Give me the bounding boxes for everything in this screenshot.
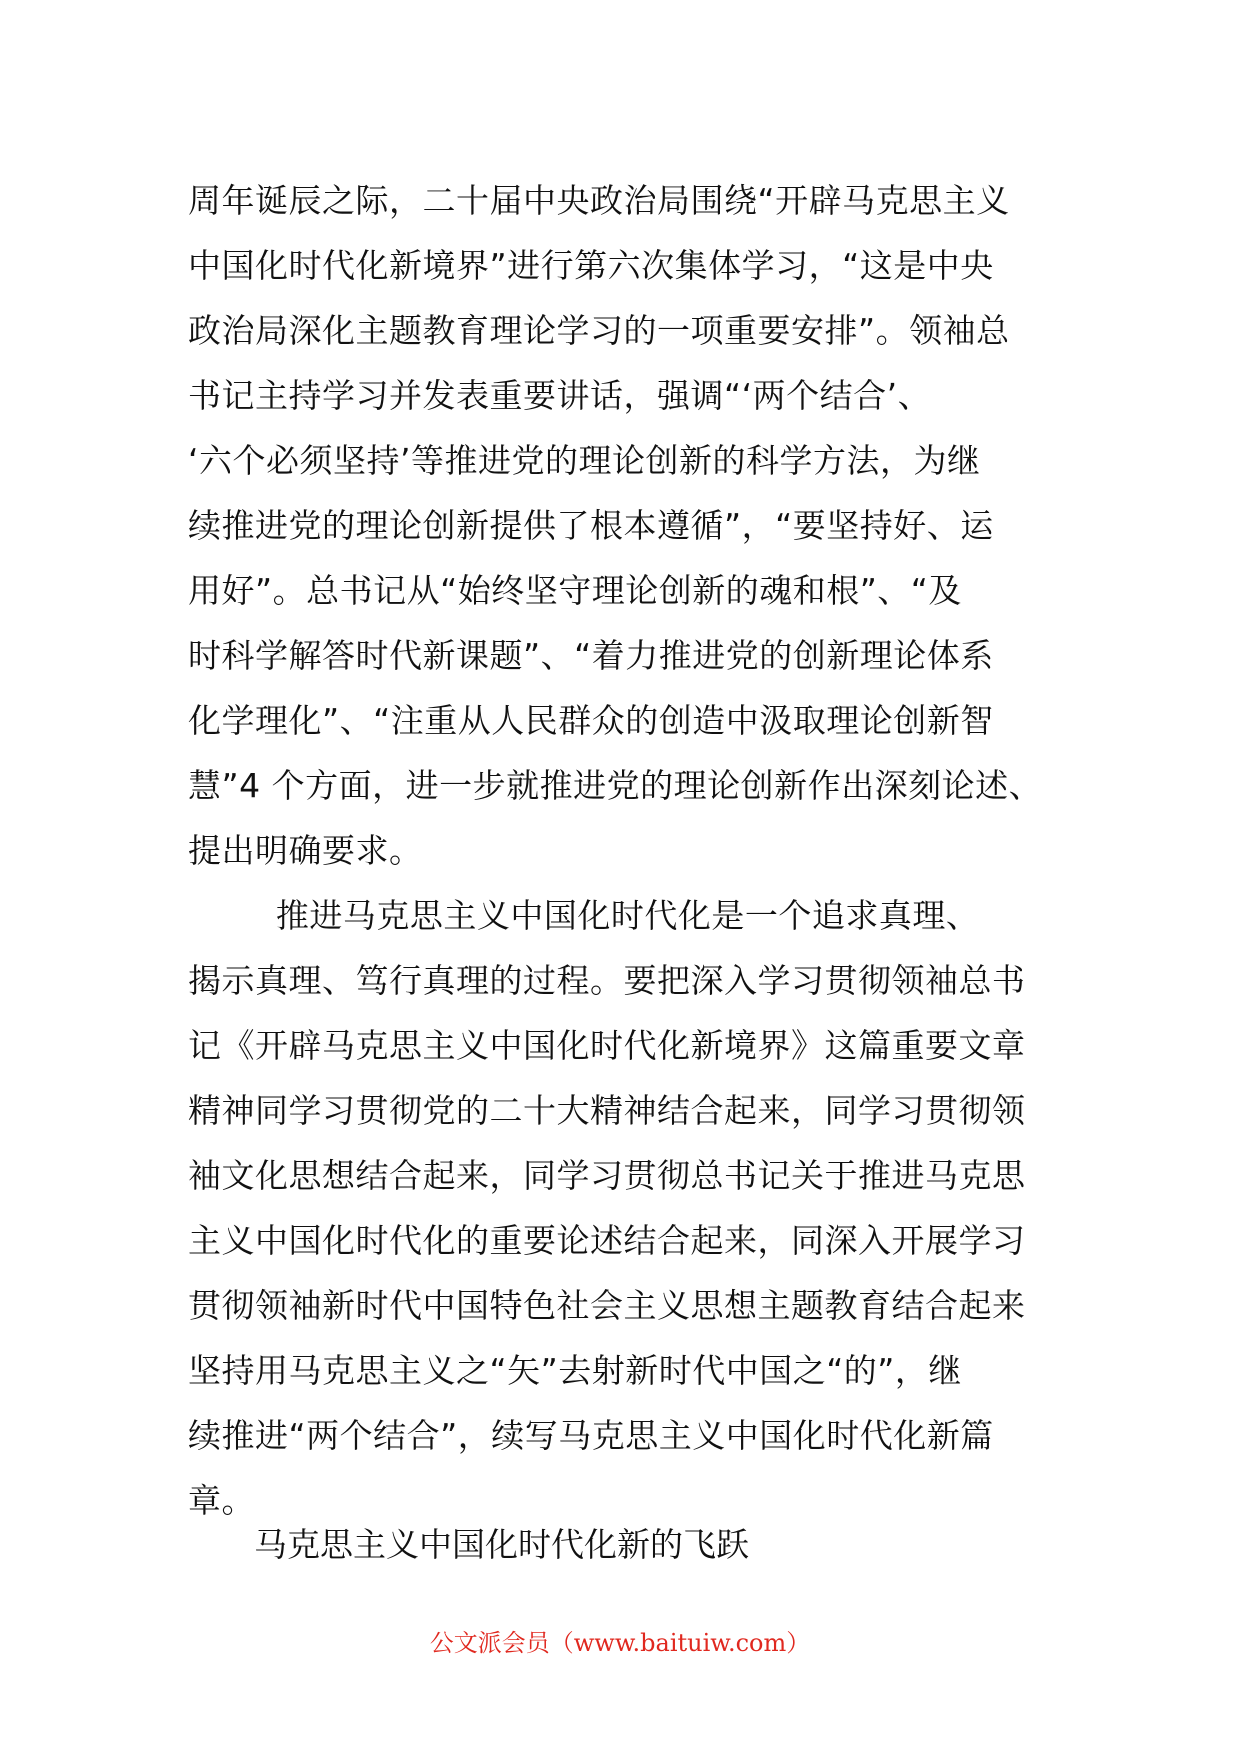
text-line: 周年诞辰之际，二十届中央政治局围绕“开辟马克思主义 [188,181,1010,220]
text-line: 坚持用马克思主义之“矢”去射新时代中国之“的”，继 [188,1351,962,1390]
page-footer-watermark: 公文派会员（www.baituiw.com） [429,1629,811,1657]
text-line: 用好”。总书记从“始终坚守理论创新的魂和根”、“及 [188,571,962,610]
text-line: 续推进党的理论创新提供了根本遵循”，“要坚持好、运 [188,506,994,545]
text-line: 精神同学习贯彻党的二十大精神结合起来，同学习贯彻领 [188,1091,1026,1130]
text-line: 提出明确要求。 [188,831,423,870]
text-line: 续推进“两个结合”，续写马克思主义中国化时代化新篇 [188,1416,994,1455]
section-heading: 马克思主义中国化时代化新的飞跃 [254,1525,749,1564]
text-line: 推进马克思主义中国化时代化是一个追求真理、 [188,896,980,935]
text-line: 慧”4 个方面，进一步就推进党的理论创新作出深刻论述、 [188,766,1043,805]
text-line: 袖文化思想结合起来，同学习贯彻总书记关于推进马克思 [188,1156,1026,1195]
text-line: 主义中国化时代化的重要论述结合起来，同深入开展学习 [188,1221,1026,1260]
text-line: 书记主持学习并发表重要讲话，强调“‘两个结合’、 [188,376,932,415]
text-line: 记《开辟马克思主义中国化时代化新境界》这篇重要文章 [188,1026,1026,1065]
text-line: 贯彻领袖新时代中国特色社会主义思想主题教育结合起来 [188,1286,1026,1325]
text-line: 政治局深化主题教育理论学习的一项重要安排”。领袖总 [188,311,1010,350]
text-line: 时科学解答时代新课题”、“着力推进党的创新理论体系 [188,636,994,675]
text-line: ‘六个必须坚持’等推进党的理论创新的科学方法，为继 [188,441,981,480]
text-line: 章。 [188,1481,255,1520]
body-text [188,168,1060,1533]
text-line: 化学理化”、“注重从人民群众的创造中汲取理论创新智 [188,701,994,740]
text-line: 揭示真理、笃行真理的过程。要把深入学习贯彻领袖总书 [188,961,1026,1000]
text-line: 中国化时代化新境界”进行第六次集体学习，“这是中央 [188,246,994,285]
